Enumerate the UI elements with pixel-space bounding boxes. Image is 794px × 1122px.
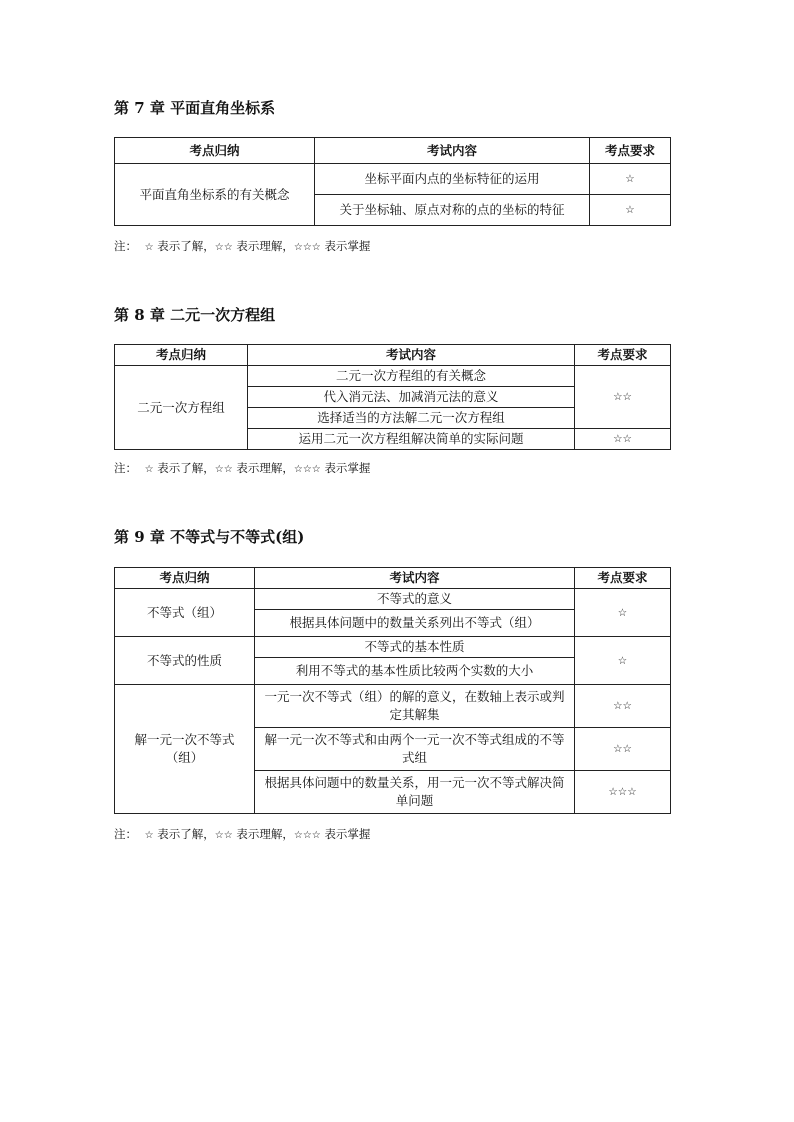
header-content: 考试内容 bbox=[315, 138, 590, 164]
note-text: 表示理解， bbox=[236, 461, 294, 475]
star-icon: ☆ bbox=[144, 830, 154, 841]
category-cell: 平面直角坐标系的有关概念 bbox=[115, 164, 315, 226]
chapter-9-title: 第 9 章 不等式与不等式(组) bbox=[114, 528, 305, 546]
content-cell: 不等式的基本性质 bbox=[255, 637, 575, 658]
content-cell: 根据具体问题中的数量关系列出不等式（组） bbox=[255, 610, 575, 637]
content-cell: 关于坐标轴、原点对称的点的坐标的特征 bbox=[315, 195, 590, 226]
note-text: 表示了解， bbox=[157, 239, 215, 253]
content-cell: 不等式的意义 bbox=[255, 589, 575, 610]
requirement-cell: ☆ bbox=[575, 589, 671, 637]
star-icon: ☆☆ bbox=[214, 464, 233, 475]
chapter-9-section bbox=[114, 526, 671, 846]
note-text: 表示掌握 bbox=[324, 461, 371, 475]
note-text: 表示掌握 bbox=[324, 827, 371, 841]
requirement-cell: ☆☆ bbox=[575, 728, 671, 771]
content-cell: 利用不等式的基本性质比较两个实数的大小 bbox=[255, 658, 575, 685]
category-cell: 解一元一次不等式（组） bbox=[115, 685, 255, 814]
content-cell: 代入消元法、加减消元法的意义 bbox=[248, 387, 575, 408]
content-cell: 运用二元一次方程组解决简单的实际问题 bbox=[248, 429, 575, 450]
content-cell: 选择适当的方法解二元一次方程组 bbox=[248, 408, 575, 429]
table-header-row bbox=[115, 138, 671, 164]
note-text: 表示了解， bbox=[157, 461, 215, 475]
note-text: 表示理解， bbox=[236, 827, 294, 841]
legend-note bbox=[114, 460, 370, 476]
star-icon: ☆☆ bbox=[214, 242, 233, 253]
requirement-cell: ☆ bbox=[575, 637, 671, 685]
chapter-7-table bbox=[114, 137, 671, 226]
table-row bbox=[115, 366, 671, 387]
star-icon: ☆☆ bbox=[214, 830, 233, 841]
table-row bbox=[115, 637, 671, 658]
legend-note bbox=[114, 238, 370, 254]
note-prefix: 注： bbox=[114, 461, 137, 475]
note-text: 表示理解， bbox=[236, 239, 294, 253]
requirement-cell: ☆☆ bbox=[575, 366, 671, 429]
category-cell: 不等式（组） bbox=[115, 589, 255, 637]
content-cell: 根据具体问题中的数量关系，用一元一次不等式解决简单问题 bbox=[255, 771, 575, 814]
legend-note bbox=[114, 826, 370, 842]
table-row bbox=[115, 685, 671, 728]
content-cell: 解一元一次不等式和由两个一元一次不等式组成的不等式组 bbox=[255, 728, 575, 771]
star-icon: ☆☆☆ bbox=[293, 830, 321, 841]
header-requirement: 考点要求 bbox=[590, 138, 671, 164]
header-content: 考试内容 bbox=[248, 345, 575, 366]
header-category: 考点归纳 bbox=[115, 138, 315, 164]
requirement-cell: ☆☆ bbox=[575, 685, 671, 728]
content-cell: 二元一次方程组的有关概念 bbox=[248, 366, 575, 387]
category-cell: 二元一次方程组 bbox=[115, 366, 248, 450]
header-requirement: 考点要求 bbox=[575, 345, 671, 366]
table-row bbox=[115, 589, 671, 610]
header-requirement: 考点要求 bbox=[575, 568, 671, 589]
note-text: 表示了解， bbox=[157, 827, 215, 841]
note-prefix: 注： bbox=[114, 827, 137, 841]
note-text: 表示掌握 bbox=[324, 239, 371, 253]
table-header-row bbox=[115, 345, 671, 366]
requirement-cell: ☆ bbox=[590, 195, 671, 226]
header-category: 考点归纳 bbox=[115, 568, 255, 589]
category-cell: 不等式的性质 bbox=[115, 637, 255, 685]
star-icon: ☆☆☆ bbox=[293, 242, 321, 253]
star-icon: ☆☆☆ bbox=[293, 464, 321, 475]
chapter-9-table bbox=[114, 567, 671, 814]
header-category: 考点归纳 bbox=[115, 345, 248, 366]
chapter-8-table bbox=[114, 344, 671, 450]
note-prefix: 注： bbox=[114, 239, 137, 253]
requirement-cell: ☆ bbox=[590, 164, 671, 195]
content-cell: 坐标平面内点的坐标特征的运用 bbox=[315, 164, 590, 195]
chapter-7-section bbox=[114, 97, 671, 257]
star-icon: ☆ bbox=[144, 242, 154, 253]
content-cell: 一元一次不等式（组）的解的意义，在数轴上表示或判定其解集 bbox=[255, 685, 575, 728]
chapter-7-title: 第 7 章 平面直角坐标系 bbox=[114, 99, 276, 117]
header-content: 考试内容 bbox=[255, 568, 575, 589]
requirement-cell: ☆☆☆ bbox=[575, 771, 671, 814]
requirement-cell: ☆☆ bbox=[575, 429, 671, 450]
table-header-row bbox=[115, 568, 671, 589]
table-row bbox=[115, 164, 671, 195]
star-icon: ☆ bbox=[144, 464, 154, 475]
chapter-8-section bbox=[114, 304, 671, 479]
chapter-8-title: 第 8 章 二元一次方程组 bbox=[114, 306, 276, 324]
